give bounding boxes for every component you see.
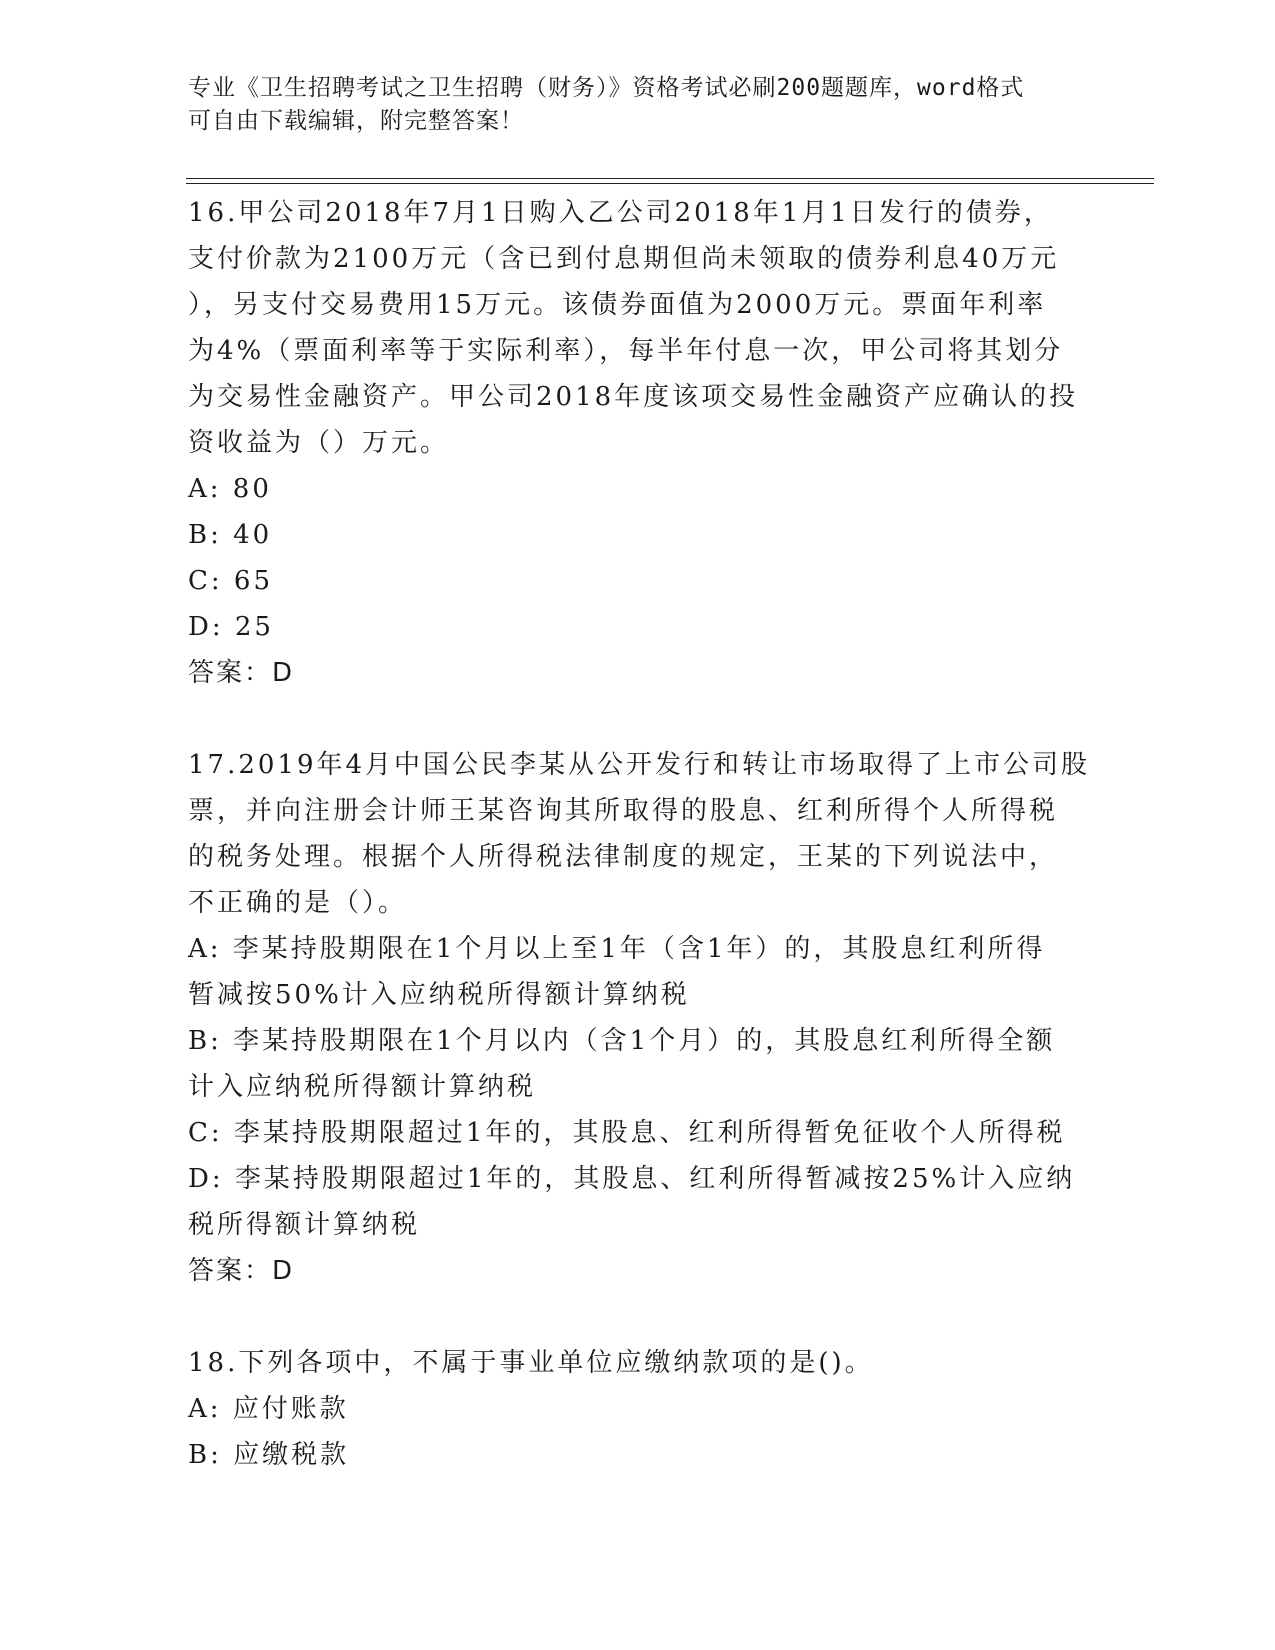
- header-divider-top: [186, 178, 1154, 179]
- question-stem-line: 不正确的是（）。: [188, 888, 408, 918]
- option-a: A: 应付账款: [188, 1394, 349, 1424]
- question-17: [188, 742, 1091, 1294]
- question-spacer: [188, 696, 1088, 742]
- question-stem-line: 为交易性金融资产。甲公司2018年度该项交易性金融资产应确认的投: [188, 382, 1079, 412]
- question-stem-line: 票，并向注册会计师王某咨询其所取得的股息、红利所得个人所得税: [188, 796, 1059, 826]
- question-stem-line: 为4%（票面利率等于实际利率），每半年付息一次，甲公司将其划分: [188, 336, 1064, 366]
- question-18: [188, 1340, 1088, 1478]
- option-b: B: 40: [188, 520, 273, 550]
- question-spacer: [188, 1294, 1088, 1340]
- option-c: C: 李某持股期限超过1年的，其股息、红利所得暂免征收个人所得税: [188, 1118, 1066, 1148]
- option-b: B: 李某持股期限在1个月以内（含1个月）的，其股息红利所得全额: [188, 1026, 1056, 1056]
- header-line-1: 专业《卫生招聘考试之卫生招聘（财务）》资格考试必刷200题题库，word格式: [188, 75, 1025, 101]
- answer-label: 答案：D: [188, 658, 295, 688]
- option-d: D: 李某持股期限超过1年的，其股息、红利所得暂减按25%计入应纳: [188, 1164, 1076, 1194]
- question-stem-line: ），另支付交易费用15万元。该债券面值为2000万元。票面年利率: [188, 290, 1047, 320]
- option-b-continued: 计入应纳税所得额计算纳税: [188, 1072, 537, 1102]
- option-d: D: 25: [188, 612, 274, 642]
- option-a-continued: 暂减按50%计入应纳税所得额计算纳税: [188, 980, 690, 1010]
- question-stem-line: 16.甲公司2018年7月1日购入乙公司2018年1月1日发行的债券，: [188, 198, 1053, 228]
- answer-label: 答案：D: [188, 1256, 295, 1286]
- question-list: [188, 190, 1091, 1478]
- question-stem-line: 资收益为（）万元。: [188, 428, 450, 458]
- header-divider-bottom: [186, 183, 1154, 184]
- question-stem-line: 支付价款为2100万元（含已到付息期但尚未领取的债券利息40万元: [188, 244, 1060, 274]
- option-a: A: 李某持股期限在1个月以上至1年（含1年）的，其股息红利所得: [188, 934, 1046, 964]
- question-16: [188, 190, 1088, 696]
- question-stem-line: 的税务处理。根据个人所得税法律制度的规定，王某的下列说法中，: [188, 842, 1059, 872]
- question-stem-line: 17.2019年4月中国公民李某从公开发行和转让市场取得了上市公司股: [188, 750, 1091, 780]
- question-stem-line: 18.下列各项中，不属于事业单位应缴纳款项的是()。: [188, 1348, 874, 1378]
- option-b: B: 应缴税款: [188, 1440, 350, 1470]
- document-header: [188, 72, 1088, 138]
- option-c: C: 65: [188, 566, 274, 596]
- option-d-continued: 税所得额计算纳税: [188, 1210, 421, 1240]
- option-a: A: 80: [188, 474, 272, 504]
- header-line-2: 可自由下载编辑，附完整答案！: [188, 108, 524, 134]
